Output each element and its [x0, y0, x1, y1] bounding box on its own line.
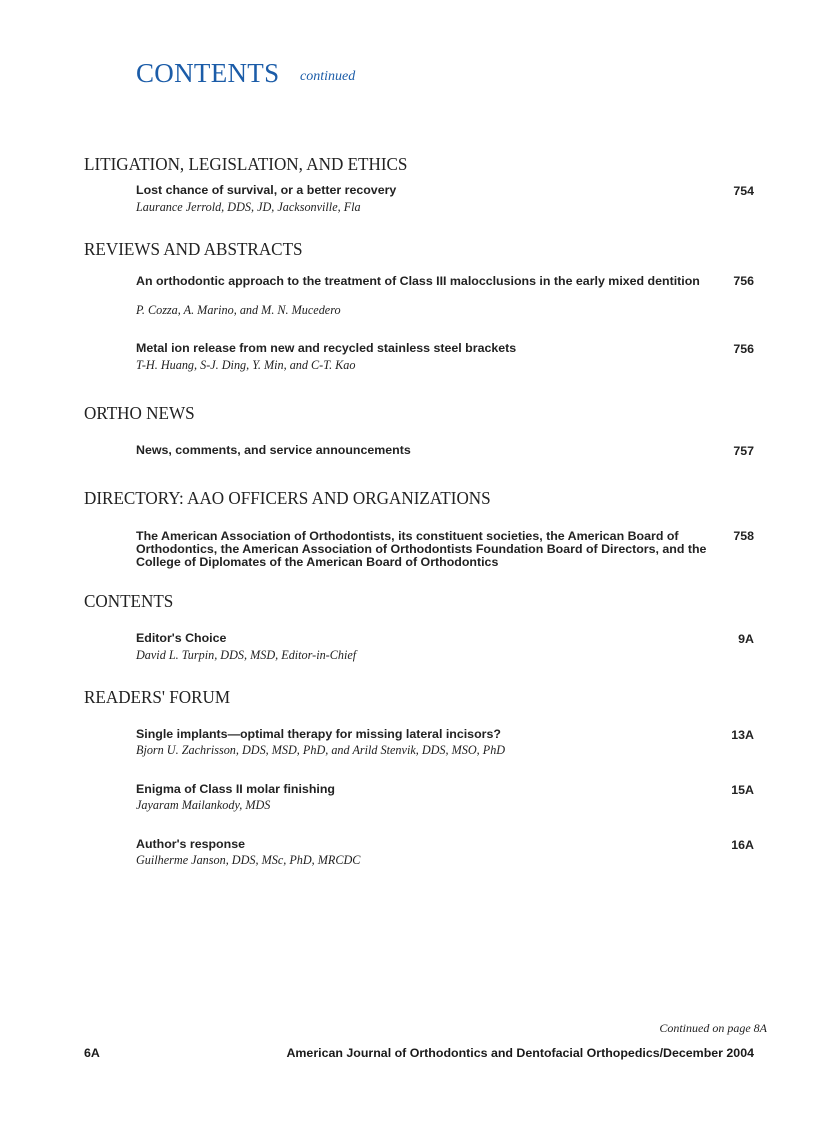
section-heading: READERS' FORUM	[84, 687, 231, 707]
entry-title[interactable]: News, comments, and service announcements	[136, 443, 411, 457]
entry-authors: Laurance Jerrold, DDS, JD, Jacksonville, Fla	[136, 200, 361, 214]
entry-page: 756	[733, 342, 754, 356]
entry-page: 16A	[731, 838, 754, 852]
entry-page: 15A	[731, 783, 754, 797]
page-number: 6A	[84, 1046, 100, 1060]
section-heading: REVIEWS AND ABSTRACTS	[84, 239, 303, 259]
page-title: CONTENTS	[136, 58, 280, 88]
entry-title[interactable]: Lost chance of survival, or a better recovery	[136, 183, 397, 197]
entry-authors: Bjorn U. Zachrisson, DDS, MSD, PhD, and Arild Stenvik, DDS, MSO, PhD	[136, 743, 506, 757]
section-heading: ORTHO NEWS	[84, 403, 195, 423]
entry-page: 758	[733, 529, 754, 543]
entry-title[interactable]: An orthodontic approach to the treatment of Class III malocclusions in the early mixed dentition	[136, 274, 700, 288]
page-subtitle: continued	[300, 69, 356, 84]
entry-authors: David L. Turpin, DDS, MSD, Editor-in-Chief	[136, 648, 357, 662]
entry-title[interactable]: Single implants—optimal therapy for missing lateral incisors?	[136, 727, 501, 741]
entry-page: 13A	[731, 728, 754, 742]
entry-page: 754	[733, 184, 754, 198]
entry-page: 9A	[738, 632, 754, 646]
entry-title[interactable]: Author's response	[136, 837, 245, 851]
entry-page: 756	[733, 274, 754, 288]
section-heading: DIRECTORY: AAO OFFICERS AND ORGANIZATIONS	[84, 488, 491, 508]
entry-page: 757	[733, 444, 754, 458]
continued-note: Continued on page 8A	[659, 1021, 767, 1035]
entry-title[interactable]: Editor's Choice	[136, 631, 227, 645]
entry-authors: P. Cozza, A. Marino, and M. N. Mucedero	[136, 303, 341, 317]
entry-authors: T-H. Huang, S-J. Ding, Y. Min, and C-T. Kao	[136, 358, 356, 372]
entry-title[interactable]: Enigma of Class II molar finishing	[136, 782, 335, 796]
entry-title[interactable]: Metal ion release from new and recycled stainless steel brackets	[136, 341, 517, 355]
entry-authors: Jayaram Mailankody, MDS	[136, 798, 271, 812]
section-heading: LITIGATION, LEGISLATION, AND ETHICS	[84, 154, 408, 174]
journal-footer: American Journal of Orthodontics and Dentofacial Orthopedics/December 2004	[286, 1046, 754, 1060]
entry-authors: Guilherme Janson, DDS, MSc, PhD, MRCDC	[136, 853, 361, 867]
entry-title[interactable]: The American Association of Orthodontists, its constituent societies, the American Board of Orthodontics, the American Association of Orthodontists Foundation Board of Directors, and the College of Diplomates of the American Board of Orthodontics	[136, 529, 707, 569]
section-heading: CONTENTS	[84, 591, 174, 611]
